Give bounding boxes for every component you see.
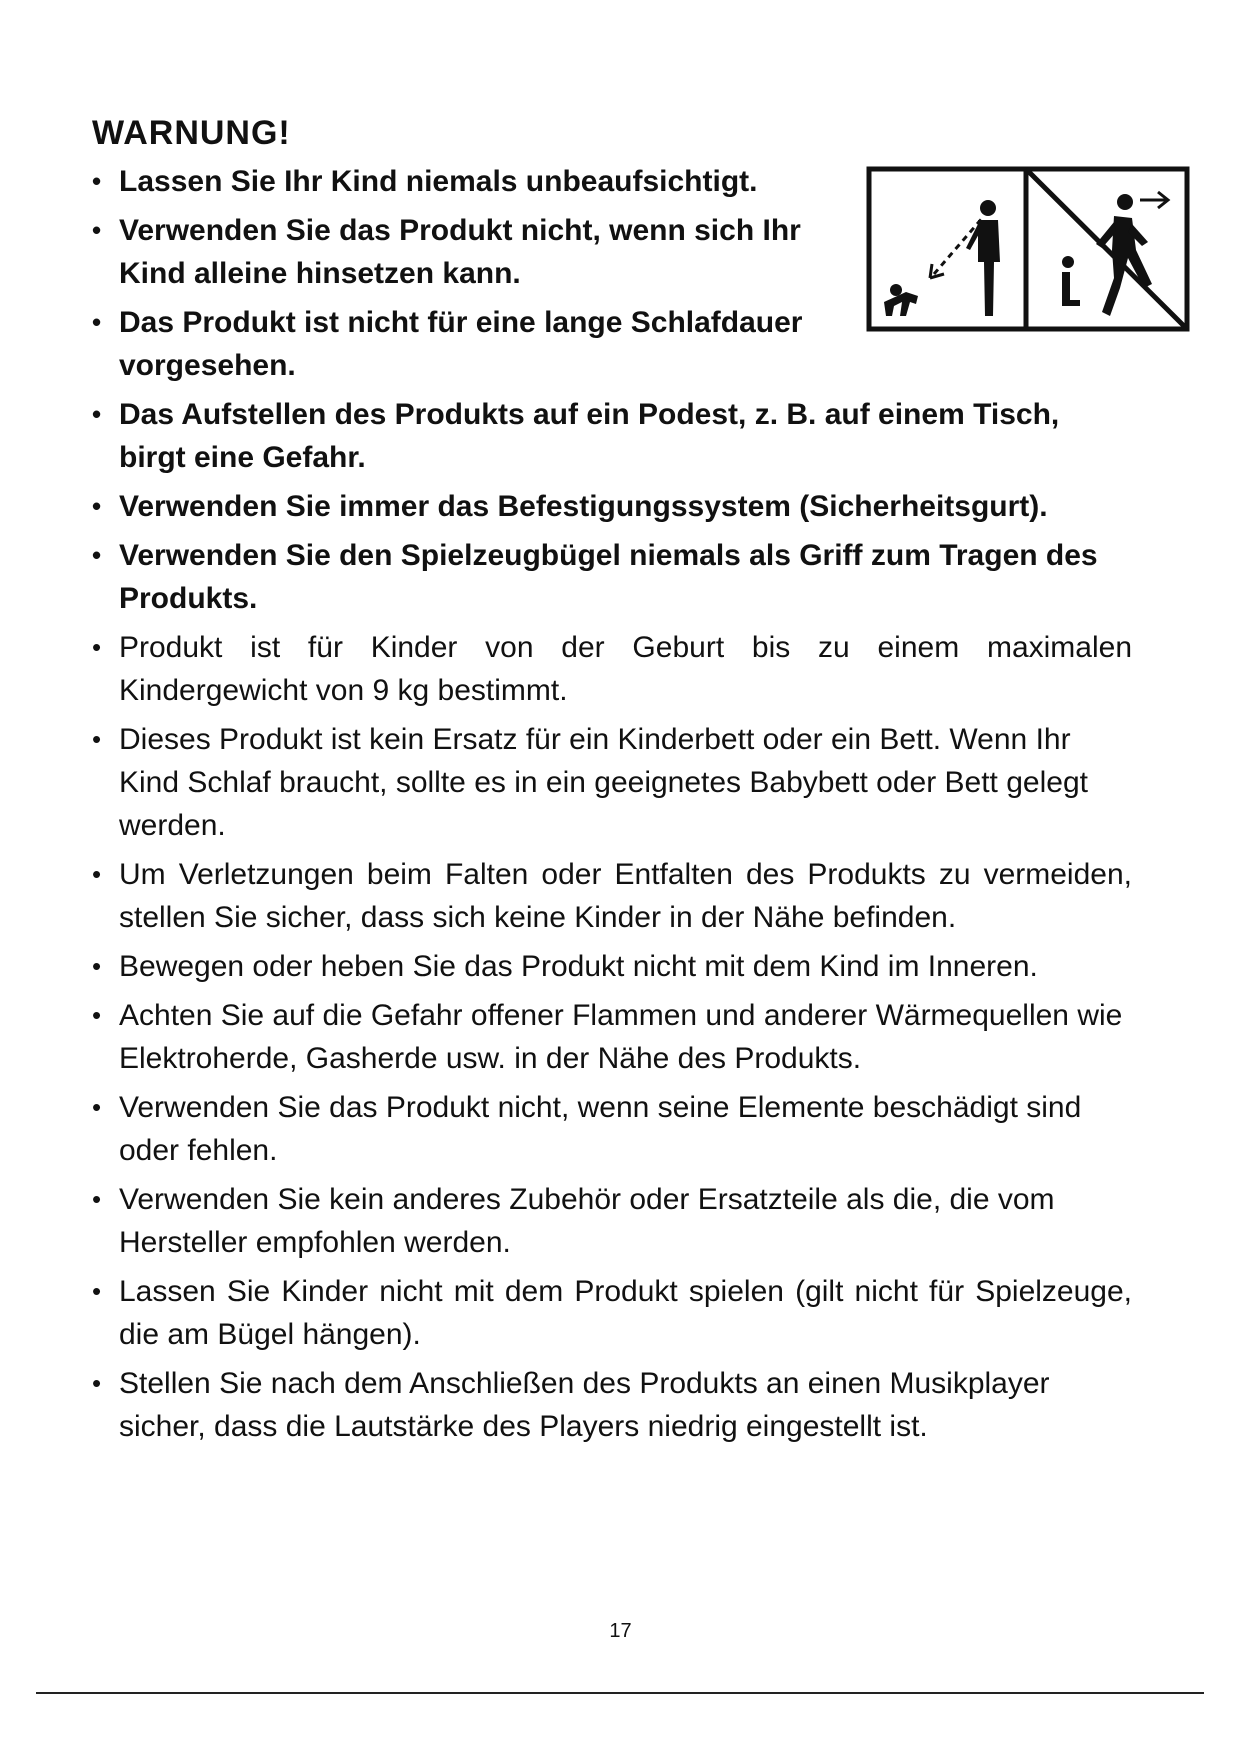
bullet: • (92, 1000, 102, 1030)
warning-list (92, 160, 1132, 1454)
list-item-text: Verwenden Sie kein anderes Zubehör oder Ersatzteile als die, die vom Hersteller empfohlen werden. (119, 1183, 1055, 1259)
list-item (92, 994, 1132, 1080)
bullet: • (92, 215, 102, 245)
list-item (92, 1178, 1132, 1264)
bullet: • (92, 166, 102, 196)
list-item-text: Produkt ist für Kinder von der Geburt bis zu einem maximalen Kindergewicht von 9 kg bestimmt. (119, 631, 1132, 707)
list-item-text: Verwenden Sie das Produkt nicht, wenn seine Elemente beschädigt sind oder fehlen. (119, 1091, 1082, 1167)
list-item (92, 1270, 1132, 1356)
bullet: • (92, 1092, 102, 1122)
bullet: • (92, 1276, 102, 1306)
list-item (92, 1362, 1132, 1448)
list-item-text: Das Produkt ist nicht für eine lange Schlafdauer vorgesehen. (119, 306, 803, 382)
bullet: • (92, 540, 102, 570)
list-item-text: Verwenden Sie immer das Befestigungssystem (Sicherheitsgurt). (119, 490, 1048, 523)
page-number: 17 (609, 1620, 632, 1642)
bullet: • (92, 632, 102, 662)
list-item-text: Lassen Sie Kinder nicht mit dem Produkt spielen (gilt nicht für Spielzeuge, die am Bügel hängen). (119, 1275, 1132, 1351)
bullet: • (92, 724, 102, 754)
list-item (92, 485, 1132, 528)
list-item (92, 160, 839, 203)
list-item-text: Dieses Produkt ist kein Ersatz für ein Kinderbett oder ein Bett. Wenn Ihr Kind Schlaf braucht, sollte es in ein geeignetes Babybett oder Bett gelegt werden. (119, 723, 1088, 842)
list-item-text: Verwenden Sie den Spielzeugbügel niemals als Griff zum Tragen des Produkts. (119, 539, 1098, 615)
list-item (92, 853, 1132, 939)
warning-title: WARNUNG! (92, 114, 291, 152)
list-item-text: Um Verletzungen beim Falten oder Entfalten des Produkts zu vermeiden, stellen Sie sicher, dass sich keine Kinder in der Nähe befinden. (119, 858, 1132, 934)
bullet: • (92, 307, 102, 337)
list-item-text: Verwenden Sie das Produkt nicht, wenn sich Ihr Kind alleine hinsetzen kann. (119, 214, 801, 290)
bullet: • (92, 1368, 102, 1398)
bullet: • (92, 491, 102, 521)
list-item (92, 626, 1132, 712)
list-item-text: Achten Sie auf die Gefahr offener Flammen und anderer Wärmequellen wie Elektroherde, Gasherde usw. in der Nähe des Produkts. (119, 999, 1123, 1075)
list-item (92, 945, 1132, 988)
list-item-text: Das Aufstellen des Produkts auf ein Podest, z. B. auf einem Tisch, birgt eine Gefahr. (119, 398, 1060, 474)
list-item (92, 393, 1132, 479)
bullet: • (92, 1184, 102, 1214)
list-item (92, 718, 1132, 847)
list-item-text: Bewegen oder heben Sie das Produkt nicht mit dem Kind im Inneren. (119, 950, 1038, 983)
list-item (92, 1086, 1132, 1172)
bullet: • (92, 859, 102, 889)
bullet: • (92, 399, 102, 429)
list-item (92, 301, 839, 387)
list-item-text: Lassen Sie Ihr Kind niemals unbeaufsichtigt. (119, 165, 758, 198)
list-item (92, 209, 839, 295)
list-item-text: Stellen Sie nach dem Anschließen des Produkts an einen Musikplayer sicher, dass die Lautstärke des Players niedrig eingestellt ist. (119, 1367, 1050, 1443)
list-item (92, 534, 1132, 620)
bullet: • (92, 951, 102, 981)
footer-divider (36, 1692, 1204, 1694)
